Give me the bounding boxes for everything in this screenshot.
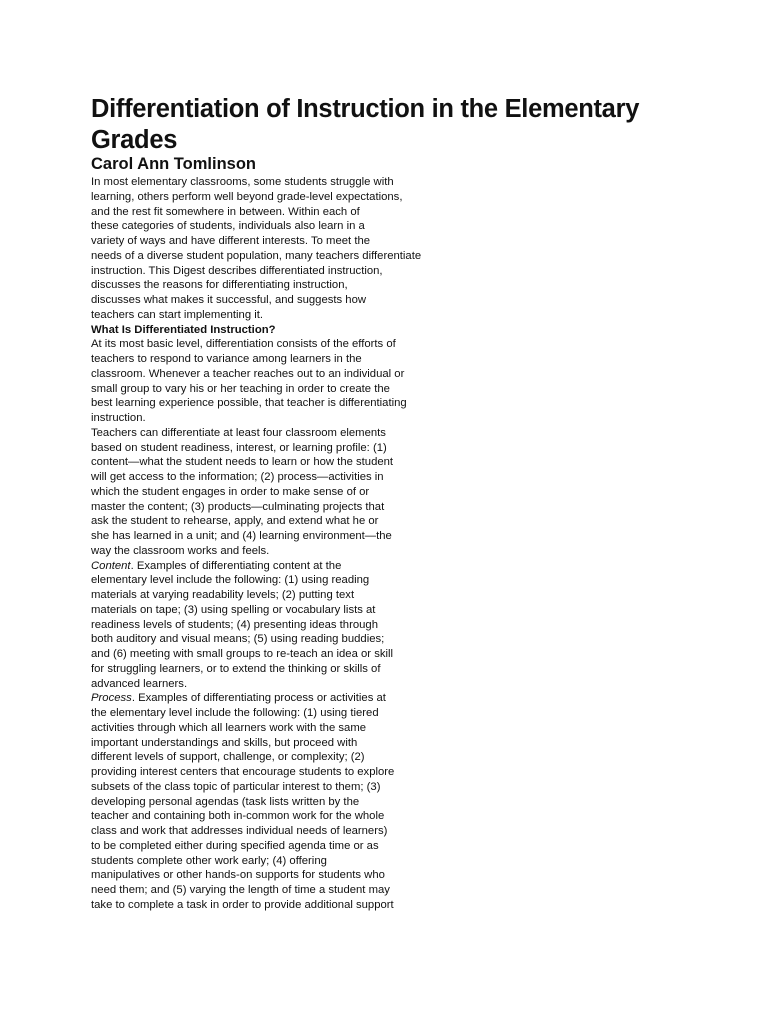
text-line: based on student readiness, interest, or learning profile: (1) [91, 441, 387, 454]
text-line: master the content; (3) products—culminating projects that [91, 500, 385, 513]
text-line: these categories of students, individuals also learn in a [91, 220, 365, 233]
text-line [91, 691, 451, 706]
text-line: materials at varying readability levels; (2) putting text [91, 589, 355, 601]
text-line: and (6) meeting with small groups to re-teach an idea or skill [91, 648, 394, 660]
title-line: Grades [91, 126, 178, 154]
text-line: important understandings and skills, but proceed with [91, 736, 358, 749]
definition-paragraph [91, 337, 451, 426]
text-line: and the rest fit somewhere in between. Within each of [91, 205, 360, 218]
text-fragment: . Examples of differentiating content at the [130, 559, 342, 572]
intro-paragraph [91, 175, 451, 323]
text-line: instruction. [91, 412, 146, 424]
text-line: different levels of support, challenge, or complexity; (2) [91, 751, 365, 764]
process-label: Process [91, 692, 132, 705]
text-line: to be completed either during specified agenda time or as [91, 839, 379, 852]
text-line: teachers can start implementing it. [91, 308, 264, 321]
text-line: activities through which all learners work with the same [91, 721, 367, 734]
text-line: content—what the student needs to learn or how the student [91, 456, 394, 469]
text-line: need them; and (5) varying the length of time a student may [91, 884, 390, 896]
text-line: students complete other work early; (4) offering [91, 854, 327, 867]
section-heading: What Is Differentiated Instruction? [91, 323, 276, 336]
text-line [91, 559, 451, 574]
text-line: classroom. Whenever a teacher reaches out to an individual or [91, 367, 405, 380]
text-line: In most elementary classrooms, some students struggle with [91, 176, 394, 188]
author-name: Carol Ann Tomlinson [91, 155, 256, 173]
text-line: Teachers can differentiate at least four classroom elements [91, 426, 386, 439]
text-line: ask the student to rehearse, apply, and extend what he or [91, 515, 379, 528]
text-line: for struggling learners, or to extend the thinking or skills of [91, 662, 381, 675]
text-line: learning, others perform well beyond grade-level expectations, [91, 190, 403, 203]
text-line: advanced learners. [91, 677, 188, 690]
document-body [91, 175, 451, 913]
text-line: elementary level include the following: (1) using reading [91, 574, 370, 587]
text-line: readiness levels of students; (4) presenting ideas through [91, 618, 378, 631]
text-line: manipulatives or other hands-on supports for students who [91, 869, 385, 882]
process-paragraph [91, 691, 451, 912]
document-title [91, 94, 711, 156]
text-line: will get access to the information; (2) process—activities in [91, 471, 384, 483]
content-label: Content [91, 559, 131, 572]
text-line: way the classroom works and feels. [91, 544, 270, 557]
elements-paragraph [91, 426, 451, 559]
text-line: small group to vary his or her teaching in order to create the [91, 382, 390, 395]
text-line: teacher and containing both in-common work for the whole [91, 810, 385, 823]
content-paragraph [91, 559, 451, 692]
text-line: which the student engages in order to make sense of or [91, 485, 370, 498]
text-line: subsets of the class topic of particular interest to them; (3) [91, 780, 381, 793]
text-line: variety of ways and have different interests. To meet the [91, 235, 371, 247]
title-line: Differentiation of Instruction in the Elementary [91, 95, 640, 123]
text-line: discusses the reasons for differentiating instruction, [91, 279, 348, 292]
text-line: providing interest centers that encourage students to explore [91, 766, 395, 778]
text-line: both auditory and visual means; (5) using reading buddies; [91, 633, 385, 646]
text-line: materials on tape; (3) using spelling or vocabulary lists at [91, 603, 376, 616]
text-line: teachers to respond to variance among learners in the [91, 353, 362, 365]
text-line: developing personal agendas (task lists written by the [91, 795, 360, 808]
text-line: take to complete a task in order to provide additional support [91, 898, 394, 911]
text-line: discusses what makes it successful, and suggests how [91, 294, 367, 306]
text-line: class and work that addresses individual needs of learners) [91, 825, 388, 837]
text-line: she has learned in a unit; and (4) learning environment—the [91, 530, 392, 542]
text-line: At its most basic level, differentiation consists of the efforts of [91, 338, 396, 351]
text-line: needs of a diverse student population, many teachers differentiate [91, 249, 422, 262]
text-line: the elementary level include the following: (1) using tiered [91, 707, 379, 719]
text-line: instruction. This Digest describes differentiated instruction, [91, 264, 383, 277]
text-line: best learning experience possible, that teacher is differentiating [91, 397, 407, 410]
text-fragment: . Examples of differentiating process or activities at [131, 692, 386, 705]
